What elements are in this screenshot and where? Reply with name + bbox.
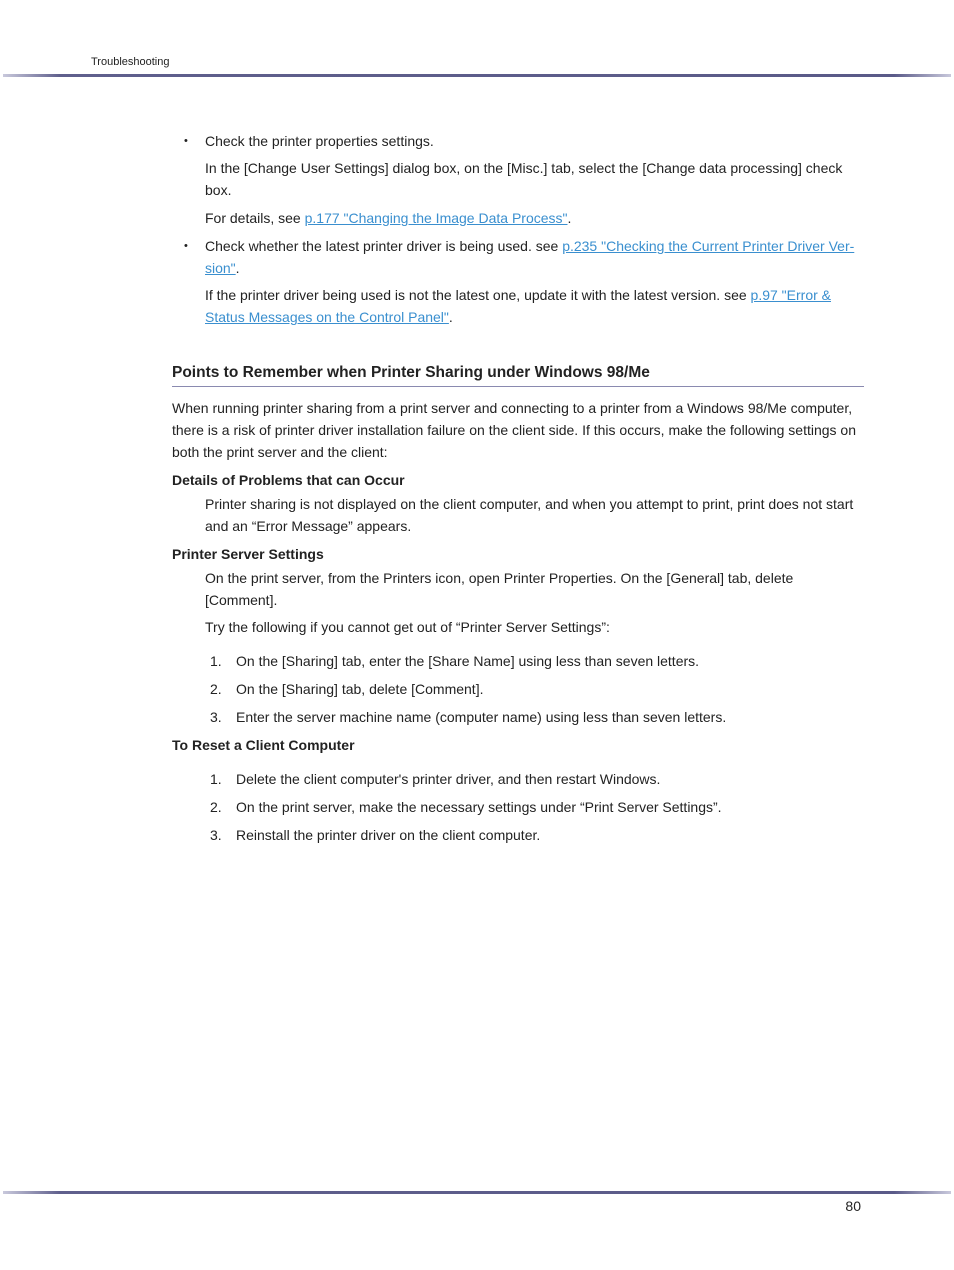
bullet-list <box>172 130 864 328</box>
section-intro: When running printer sharing from a print server and connecting to a printer from a Windows 98/Me computer, there is a risk of printer driver installation failure on the client side. If this occurs, make the following settings on both the print server and the client: <box>172 400 856 460</box>
text: For details, see <box>205 210 305 226</box>
bullet-icon: • <box>184 135 188 147</box>
step-number: 1. <box>210 653 222 669</box>
link-error-status-messages[interactable]: p.97 "Error & Status Messages on the Control Panel" <box>205 287 831 325</box>
list-item <box>205 824 864 846</box>
list-item <box>205 796 864 818</box>
header-rule <box>3 74 951 77</box>
reset-steps-list <box>172 768 864 846</box>
text: If the printer driver being used is not the latest one, update it with the latest version. see <box>205 287 751 303</box>
list-item <box>205 678 864 700</box>
running-head: Troubleshooting <box>91 56 170 68</box>
list-item <box>205 706 864 728</box>
server-text-1: On the print server, from the Printers icon, open Printer Properties. On the [General] tab, delete [Comment]. <box>205 570 794 608</box>
bullet-paragraph-with-link <box>205 284 864 328</box>
link-checking-driver-version[interactable]: p.235 "Checking the Current Printer Driver Ver-sion" <box>205 238 855 276</box>
step-number: 1. <box>210 771 222 787</box>
page-content <box>172 130 864 852</box>
bullet-item-printer-properties <box>172 130 864 229</box>
step-text: Reinstall the printer driver on the client computer. <box>236 827 541 843</box>
section-title: Points to Remember when Printer Sharing under Windows 98/Me <box>172 362 864 387</box>
step-number: 2. <box>210 799 222 815</box>
bullet-lead: Check the printer properties settings. <box>205 133 434 149</box>
list-item <box>205 650 864 672</box>
step-number: 3. <box>210 709 222 725</box>
page-number: 80 <box>845 1198 861 1214</box>
step-text: Enter the server machine name (computer name) using less than seven letters. <box>236 709 727 725</box>
bullet-icon: • <box>184 240 188 252</box>
list-item <box>205 768 864 790</box>
footer-rule <box>3 1191 951 1194</box>
link-changing-image-data-process[interactable]: p.177 "Changing the Image Data Process" <box>304 210 568 226</box>
text: . <box>567 210 572 226</box>
bullet-lead-with-link <box>205 235 864 279</box>
subheading-reset-client: To Reset a Client Computer <box>172 737 355 753</box>
subheading-problems: Details of Problems that can Occur <box>172 472 405 488</box>
step-number: 3. <box>210 827 222 843</box>
bullet-paragraph: In the [Change User Settings] dialog box, on the [Misc.] tab, select the [Change data processing] check box. <box>205 160 843 198</box>
text: . <box>448 309 453 325</box>
server-steps-list <box>172 650 864 728</box>
text: . <box>235 260 240 276</box>
step-number: 2. <box>210 681 222 697</box>
text: Check whether the latest printer driver is being used. see <box>205 238 563 254</box>
server-text-2: Try the following if you cannot get out of “Printer Server Settings”: <box>205 619 610 635</box>
step-text: Delete the client computer's printer driver, and then restart Windows. <box>236 771 661 787</box>
subheading-server-settings: Printer Server Settings <box>172 546 324 562</box>
step-text: On the print server, make the necessary settings under “Print Server Settings”. <box>236 799 722 815</box>
step-text: On the [Sharing] tab, enter the [Share Name] using less than seven letters. <box>236 653 700 669</box>
step-text: On the [Sharing] tab, delete [Comment]. <box>236 681 484 697</box>
problems-text: Printer sharing is not displayed on the client computer, and when you attempt to print, print does not start and an “Error Message” appears. <box>205 496 854 534</box>
bullet-paragraph-with-link <box>205 207 864 229</box>
bullet-item-latest-driver <box>172 235 864 328</box>
